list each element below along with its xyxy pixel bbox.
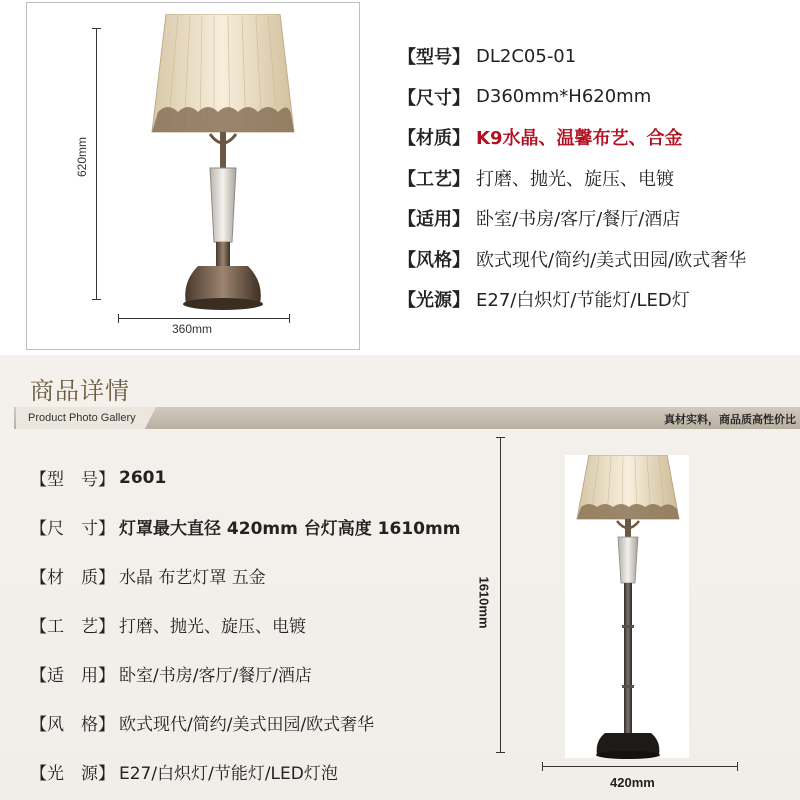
spec-key: 【型 号】 xyxy=(30,470,115,490)
spec-value: 打磨、抛光、旋压、电镀 xyxy=(119,617,306,637)
spec-value: E27/白炽灯/节能灯/LED灯泡 xyxy=(119,764,338,784)
spec-value: 水晶 布艺灯罩 五金 xyxy=(119,568,266,588)
spec-value: 卧室/书房/客厅/餐厅/酒店 xyxy=(119,666,312,686)
spec-value: 2601 xyxy=(119,467,167,488)
spec-key: 【尺寸】 xyxy=(398,87,470,109)
spec-row-style xyxy=(30,698,490,747)
spec-key: 【材质】 xyxy=(398,128,470,150)
height-dimension-line xyxy=(500,437,501,753)
spec-row-style xyxy=(398,239,798,280)
spec-row-model xyxy=(398,36,798,77)
gallery-slogan: 真材实料，商品质高性价比 xyxy=(664,413,796,426)
spec-key: 【工 艺】 xyxy=(30,617,115,637)
spec-key: 【适用】 xyxy=(398,209,470,231)
floor-lamp-image xyxy=(575,455,681,759)
table-lamp-image xyxy=(148,14,298,314)
spec-row-model xyxy=(30,453,490,502)
spec-value: DL2C05-01 xyxy=(476,45,577,67)
spec-value: E27/白炽灯/节能灯/LED灯 xyxy=(476,290,690,312)
spec-value-highlight: K9水晶、温馨布艺、合金 xyxy=(476,128,683,150)
top-product-section xyxy=(0,0,800,355)
height-dimension-line xyxy=(96,28,97,300)
section-title: 商品详情 xyxy=(30,377,130,405)
spec-key: 【风 格】 xyxy=(30,715,115,735)
spec-row-craft xyxy=(30,600,490,649)
spec-row-craft xyxy=(398,158,798,199)
spec-row-material xyxy=(398,117,798,158)
width-dimension-line xyxy=(118,318,290,319)
spec-key: 【风格】 xyxy=(398,249,470,271)
spec-row-usage xyxy=(398,198,798,239)
spec-key: 【尺 寸】 xyxy=(30,519,115,539)
height-dimension-label: 1610mm xyxy=(476,576,492,629)
top-spec-list xyxy=(398,36,798,320)
spec-key: 【型号】 xyxy=(398,47,470,69)
spec-row-size xyxy=(398,77,798,118)
height-dimension-label: 620mm xyxy=(75,136,90,178)
spec-row-size xyxy=(30,502,490,551)
bottom-spec-list xyxy=(30,453,490,796)
spec-value: 打磨、抛光、旋压、电镀 xyxy=(476,168,674,190)
spec-value: 欧式现代/简约/美式田园/欧式奢华 xyxy=(119,715,375,735)
spec-value: 灯罩最大直径 420mm 台灯高度 1610mm xyxy=(119,519,461,539)
width-dimension-label: 360mm xyxy=(172,322,213,336)
gallery-label: Product Photo Gallery xyxy=(28,412,136,424)
spec-key: 【适 用】 xyxy=(30,666,115,686)
spec-row-light-source xyxy=(30,747,490,796)
spec-value: 卧室/书房/客厅/餐厅/酒店 xyxy=(476,209,681,231)
spec-key: 【光源】 xyxy=(398,290,470,312)
spec-row-usage xyxy=(30,649,490,698)
spec-key: 【材 质】 xyxy=(30,568,115,588)
spec-value: 欧式现代/简约/美式田园/欧式奢华 xyxy=(476,249,747,271)
width-dimension-line xyxy=(542,766,738,767)
spec-value: D360mm*H620mm xyxy=(476,86,652,108)
width-dimension-label: 420mm xyxy=(610,775,655,790)
spec-row-material xyxy=(30,551,490,600)
spec-row-light-source xyxy=(398,279,798,320)
spec-key: 【光 源】 xyxy=(30,764,115,784)
spec-key: 【工艺】 xyxy=(398,168,470,190)
product-details-section xyxy=(0,355,800,800)
